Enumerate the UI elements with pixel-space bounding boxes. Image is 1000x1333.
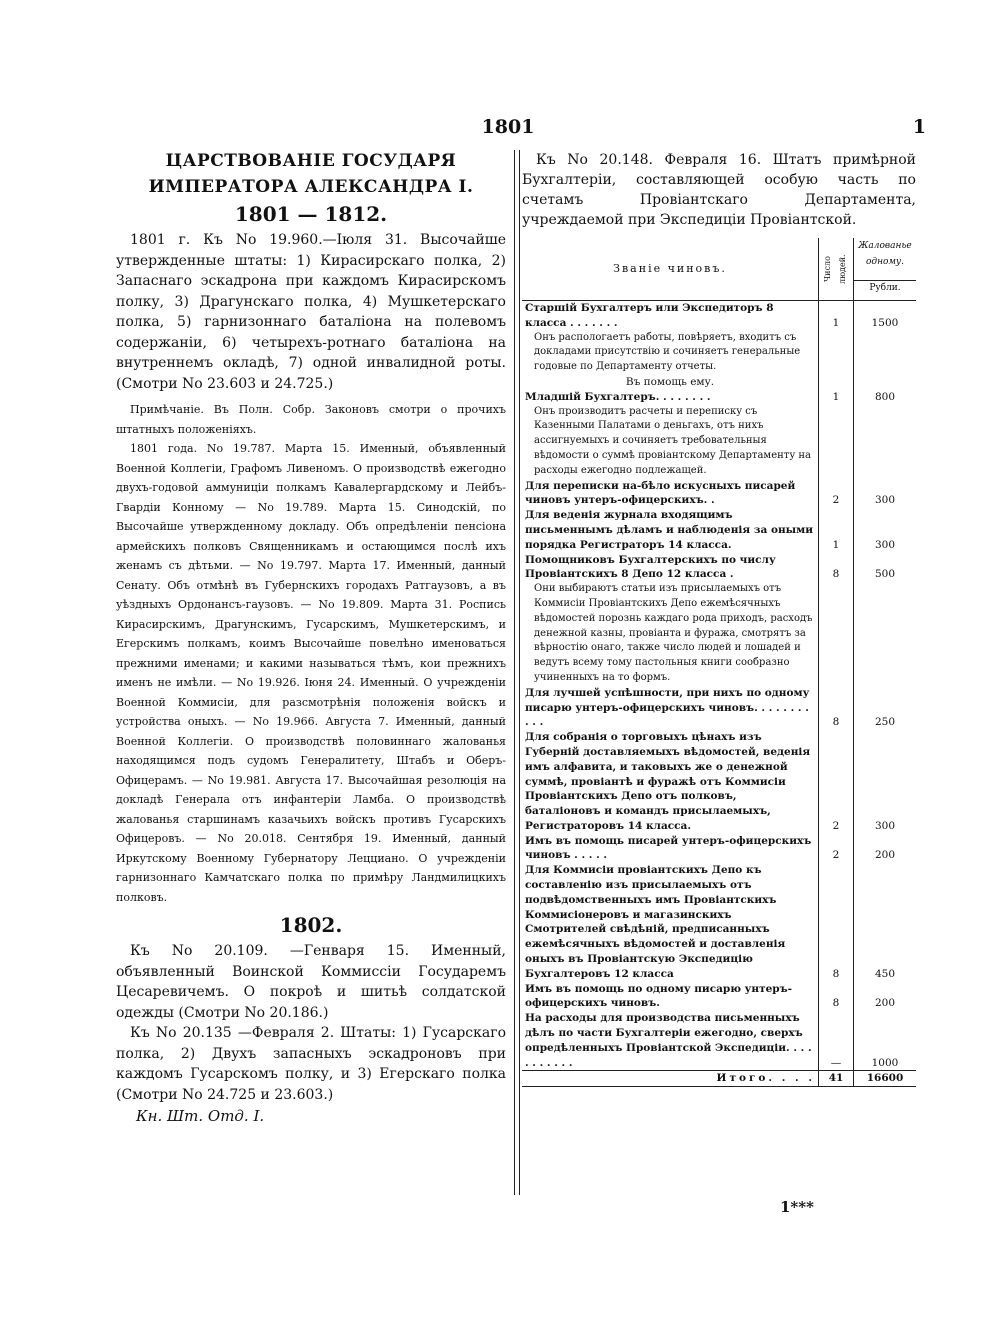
- table-row: [522, 479, 916, 509]
- row-count: [819, 331, 854, 375]
- page-year-header: 1801: [481, 116, 535, 138]
- row-count: 8: [819, 553, 854, 583]
- col-num-label: Число людей.: [823, 254, 847, 284]
- table-row: [522, 863, 916, 981]
- table-row: [522, 508, 916, 552]
- row-count: —: [819, 1011, 854, 1071]
- table-row: [522, 730, 916, 834]
- row-salary: 200: [874, 849, 896, 862]
- row-salary: 200: [874, 997, 896, 1010]
- staff-table: [522, 238, 916, 1087]
- table-note-row: [522, 331, 916, 375]
- row-rank: Для лучшей успѣшности, при нихъ по одному писарю унтеръ-офицерскихъ чиновъ. . . . . . . . . . .: [522, 686, 819, 730]
- table-row: [522, 834, 916, 864]
- row-note: Они выбираютъ статьи изъ присылаемыхъ отъ Коммисіи Провіантскихъ Депо ежемѣсячныхъ вѣдомостей порознь каждаго рода приходъ, расходъ денежной казны, провіанта и фуража, смотрятъ за вѣрностію онаго, также число людей и лошадей и ведутъ всему тому пастольныя книги сообразно учиненныхъ на то формъ.: [522, 582, 819, 686]
- column-divider: [514, 150, 520, 1195]
- row-rank: Имъ въ помощь писарей унтеръ-офицерскихъ чиновъ . . . . .: [522, 834, 819, 864]
- table-row: [522, 686, 916, 730]
- year-1802-heading: 1802.: [279, 913, 343, 937]
- table-row: [522, 301, 916, 331]
- row-count: 2: [819, 730, 854, 834]
- row-salary: [854, 582, 917, 686]
- row-note: Онъ распологаетъ работы, повѣряетъ, входитъ съ докладами присутствію и сочиняетъ генеральные годовые по Департаменту отчеты.: [522, 331, 819, 375]
- row-subheading: Въ помощь ему.: [522, 375, 819, 390]
- staff-table-body: [522, 301, 916, 1071]
- signature-mark: 1***: [780, 1198, 814, 1216]
- entry-20135-paragraph: Къ No 20.135 —Февраля 2. Штаты: 1) Гусарскаго полка, 2) Двухъ запасныхъ эскадроновъ при каждомъ Гусарскомъ полку, и 3) Егерскаго полка (Смотри No 24.725 и 23.603.): [116, 1025, 506, 1103]
- row-rank: Для веденія журнала входящимъ письменнымъ дѣламъ и наблюденія за оными порядка Регистраторъ 14 класса.: [522, 508, 819, 552]
- col-unit-header: Рубли.: [854, 280, 917, 300]
- total-salary: 16600: [854, 1071, 917, 1087]
- source-reference: Кн. Шт. Отд. I.: [136, 1107, 265, 1125]
- row-rank: Для переписки на-бѣло искусныхъ писарей чиновъ унтеръ-офицерскихъ. .: [522, 479, 819, 509]
- table-row: [522, 1011, 916, 1071]
- row-salary: 300: [874, 538, 896, 551]
- total-label: Итого. . . .: [522, 1071, 819, 1087]
- row-rank: Для собранія о торговыхъ цѣнахъ изъ Губерній доставляемыхъ вѣдомостей, веденія имъ алфавита, и таковыхъ же о денежной суммѣ, провіантѣ и фуражѣ отъ Коммисіи Провіантскихъ Депо отъ полковъ, баталіоновъ и командъ присылаемыхъ, Регистраторовъ 14 класса.: [522, 730, 819, 834]
- row-note: Онъ производитъ расчеты и переписку съ Казенными Палатами о деньгахъ, отъ нихъ ассигнуемыхъ и сочиняетъ требовательныя вѣдомости о суммѣ провіантскому Департаменту на расходы ежегодно подлежащей.: [522, 405, 819, 479]
- row-rank: Помощниковъ Бухгалтерскихъ по числу Провіантскихъ 8 Депо 12 класса .: [522, 553, 819, 583]
- row-count: 8: [819, 982, 854, 1012]
- years-heading: 1801 — 1812.: [234, 202, 388, 226]
- row-count: [819, 405, 854, 479]
- table-row: [522, 390, 916, 405]
- row-salary: 500: [874, 568, 896, 581]
- col-num-header: [819, 238, 854, 301]
- row-rank: Имъ въ помощь по одному писарю унтеръ-офицерскихъ чиновъ.: [522, 982, 819, 1012]
- row-count: 2: [819, 479, 854, 509]
- row-salary: 300: [874, 819, 896, 832]
- table-row: [522, 553, 916, 583]
- reign-heading: ЦАРСТВОВАНІЕ ГОСУДАРЯ ИМПЕРАТОРА АЛЕКСАНДРА I.: [148, 151, 474, 197]
- total-row: [522, 1071, 916, 1087]
- row-count: 1: [819, 301, 854, 331]
- table-subheading-row: [522, 375, 916, 390]
- row-salary: 450: [874, 967, 896, 980]
- decrees-list-paragraph: 1801 года. No 19.787. Марта 15. Именный, объявленный Военной Коллегіи, Графомъ Ливеномъ. О производствѣ ежегодно двухъ-годовой аммуниціи полкамъ Кавалергардскому и Лейбъ-Гвардіи Конному — No 19.789. Марта 15. Синодскій, по Высочайше утвержденному докладу. Объ опредѣленіи пенсіона армейскихъ полковъ Священникамъ и остающимся послѣ ихъ женамъ съ дѣтьми. — No 19.797. Марта 17. Именный, данный Сенату. Объ отмѣнѣ въ Губернскихъ городахъ Ратгаузовъ, а въ уѣздныхъ Ордонансъ-гаузовъ. — No 19.809. Марта 31. Роспись Кирасирскимъ, Драгунскимъ, Гусарскимъ, Мушкетерскимъ, и Егерскимъ полкамъ, коимъ Высочайше повелѣно именоваться прежними именами; и какими называться тѣмъ, кои прежнихъ именъ не имѣли. — No 19.926. Іюня 24. Именный. О учрежденіи Военной Коммисіи, для разсмотрѣнія положенія войскъ и устройства оныхъ. — No 19.966. Августа 7. Именный, данный Военной Коллегіи. О производствѣ половиннаго жалованья находящимся подъ судомъ Генералитету, Штабъ и Оберъ-Офицерамъ. — No 19.981. Августа 17. Высочайшая резолюція на докладѣ Генерала отъ инфантеріи Ламба. О производствѣ жалованья старшинамъ казачьихъ войскъ противъ Гусарскихъ Офицеровъ. — No 20.018. Сентября 19. Именный, данный Иркутскому Военному Губернатору Лецциано. О учрежденіи гарнизоннаго Камчатскаго полка по примѣру Ландмилицкихъ полковъ.: [116, 442, 506, 904]
- row-salary: 300: [874, 494, 896, 507]
- table-note-row: [522, 582, 916, 686]
- row-salary: [854, 331, 917, 375]
- row-count: 8: [819, 863, 854, 981]
- row-rank: Для Коммисіи провіантскихъ Депо къ составленію изъ присылаемыхъ отъ подвѣдомственныхъ имъ Провіантскихъ Коммисіонеровъ и магазинскихъ Смотрителей свѣдѣній, предписанныхъ ежемѣсячныхъ вѣдомостей и доставленія оныхъ въ Провіантскую Экспедицію Бухгалтеровъ 12 класса: [522, 863, 819, 981]
- row-count: 1: [819, 508, 854, 552]
- table-row: [522, 982, 916, 1012]
- row-count: 1: [819, 390, 854, 405]
- row-rank: Младшій Бухгалтеръ. . . . . . . .: [522, 390, 819, 405]
- entry-1801-paragraph: 1801 г. Къ No 19.960.—Іюля 31. Высочайше утвержденные штаты: 1) Кирасирскаго полка, 2) Запаснаго эскадрона при каждомъ Кирасирскомъ полку, 3) Драгунскаго полка, 4) Мушкетерскаго полка, 5) гарнизоннаго баталіона на полевомъ содержаніи, 6) четырехъ-ротнаго баталіона на внутреннемъ окладѣ, 7) одной инвалидной роты. (Смотри No 23.603 и 24.725.): [116, 232, 506, 392]
- col-rank-header: Званіе чиновъ.: [522, 238, 819, 301]
- right-column: [522, 150, 916, 1087]
- page-number: 1: [912, 116, 926, 138]
- row-salary: 250: [874, 716, 896, 729]
- staff-title: Къ No 20.148. Февраля 16. Штатъ примѣрной Бухгалтеріи, составляющей особую часть по счетамъ Провіантскаго Департамента, учреждаемой при Экспедиціи Провіантской.: [522, 152, 916, 228]
- row-rank: На расходы для производства письменныхъ дѣлъ по части Бухгалтеріи ежегодно, сверхъ опредѣленныхъ Провіантской Экспедиціи. . . . . . . . . . .: [522, 1011, 819, 1071]
- note-paragraph: Примѣчаніе. Въ Полн. Собр. Законовъ смотри о прочихъ штатныхъ положеніяхъ.: [116, 403, 506, 436]
- col-sal-header: Жалованье одному.: [854, 238, 917, 280]
- row-salary: [854, 405, 917, 479]
- table-note-row: [522, 405, 916, 479]
- total-count: 41: [819, 1071, 854, 1087]
- row-count: 8: [819, 686, 854, 730]
- row-salary: 1500: [871, 316, 899, 329]
- row-count: [819, 582, 854, 686]
- entry-20109-paragraph: Къ No 20.109. —Генваря 15. Именный, объявленный Воинской Коммиссіи Государемъ Цесаревичемъ. О покроѣ и шитьѣ солдатской одежды (Смотри No 20.186.): [116, 943, 506, 1021]
- row-count: 2: [819, 834, 854, 864]
- row-salary: [854, 375, 917, 390]
- left-column: [116, 148, 506, 1125]
- row-salary: 1000: [871, 1056, 899, 1069]
- row-salary: 800: [874, 390, 896, 403]
- row-count: [819, 375, 854, 390]
- row-rank: Старшій Бухгалтеръ или Экспедиторъ 8 класса . . . . . . .: [522, 301, 819, 331]
